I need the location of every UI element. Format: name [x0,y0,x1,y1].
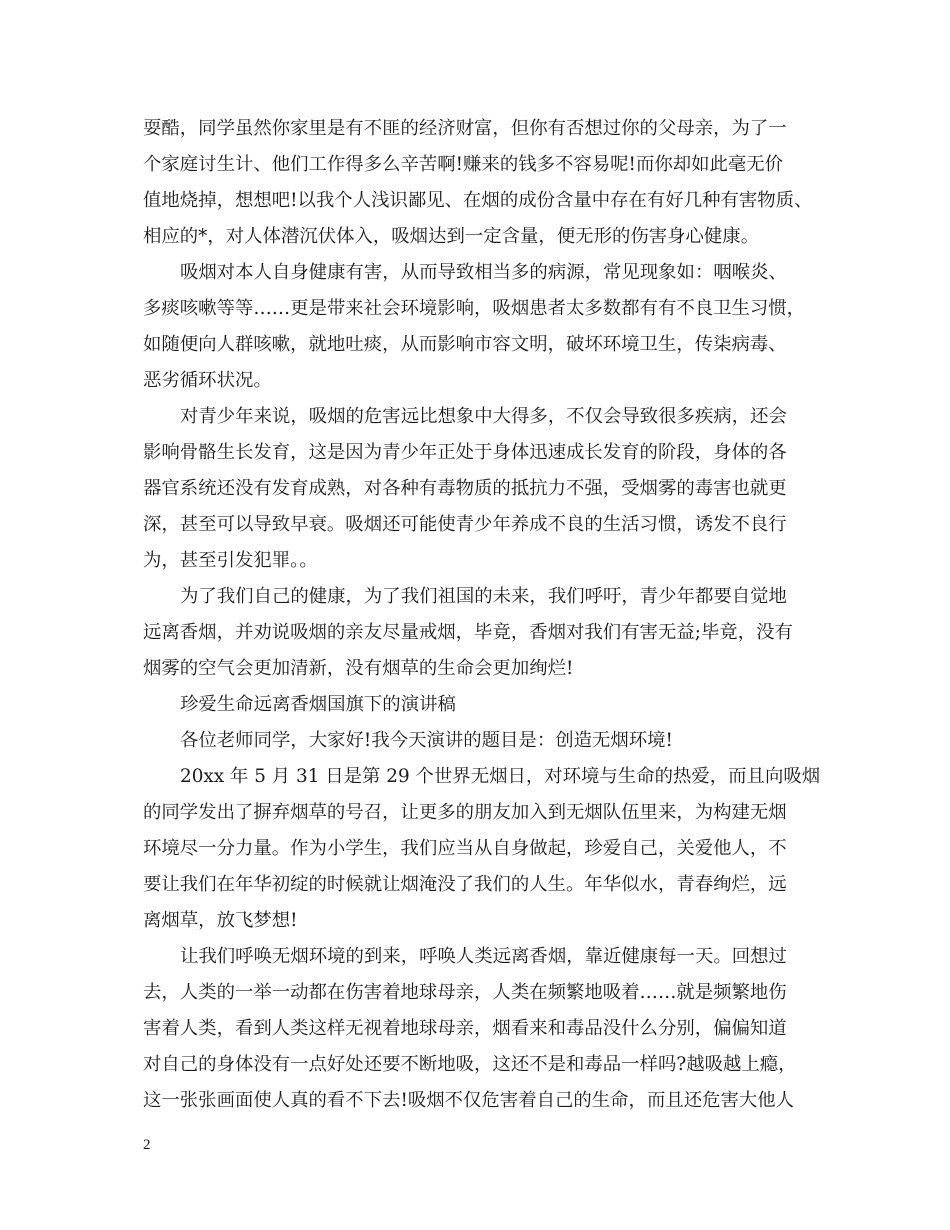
text-line: 器官系统还没有发育成熟，对各种有毒物质的抵抗力不强，受烟雾的毒害也就更 [143,478,787,499]
text-line: 环境尽一分力量。作为小学生，我们应当从自身做起，珍爱自己，关爱他人，不 [143,838,787,859]
text-line: 深，甚至可以导致早衰。吸烟还可能使青少年养成不良的生活习惯，诱发不良行 [143,514,787,535]
text-line: 为了我们自己的健康，为了我们祖国的未来，我们呼吁，青少年都要自觉地 [180,586,787,607]
text-line: 远离香烟，并劝说吸烟的亲友尽量戒烟，毕竟，香烟对我们有害无益;毕竟，没有 [143,622,793,643]
text-line: 20xx 年 5 月 31 日是第 29 个世界无烟日，对环境与生命的热爱，而且向吸烟 [180,766,821,787]
text-line: 如随便向人群咳嗽，就地吐痰，从而影响市容文明，破坏环境卫生，传柒病毒、 [143,334,787,355]
text-line: 影响骨骼生长发育，这是因为青少年正处于身体迅速成长发育的阶段，身体的各 [143,442,787,463]
text-line: 对青少年来说，吸烟的危害远比想象中大得多，不仅会导致很多疾病，还会 [180,406,787,427]
text-line: 为，甚至引发犯罪。。 [143,550,318,571]
text-line: 耍酷，同学虽然你家里是有不匪的经济财富，但你有否想过你的父母亲，为了一 [143,118,787,139]
text-line: 要让我们在年华初绽的时候就让烟淹没了我们的人生。年华似水，青春绚烂，远 [143,874,787,895]
text-line: 害着人类，看到人类这样无视着地球母亲，烟看来和毒品没什么分别，偏偏知道 [143,1018,787,1039]
text-line: 去，人类的一举一动都在伤害着地球母亲，人类在频繁地吸着……就是频繁地伤 [143,982,787,1003]
text-line: 烟雾的空气会更加清新，没有烟草的生命会更加绚烂! [143,658,574,679]
text-line: 值地烧掉，想想吧!以我个人浅识鄙见、在烟的成份含量中存在有好几种有害物质、 [143,190,813,211]
text-line: 珍爱生命远离香烟国旗下的演讲稿 [180,694,456,715]
text-line: 相应的*，对人体潜沉伏体入，吸烟达到一定含量，便无形的伤害身心健康。 [143,226,760,247]
text-line: 多痰咳嗽等等……更是带来社会环境影响，吸烟患者太多数都有有不良卫生习惯， [143,298,806,319]
text-line: 恶劣循环状况。 [143,370,272,391]
page-number: 2 [143,1137,151,1153]
text-line: 让我们呼唤无烟环境的到来，呼唤人类远离香烟，靠近健康每一天。回想过 [180,946,787,967]
text-line: 对自己的身体没有一点好处还要不断地吸，这还不是和毒品一样吗?越吸越上瘾， [143,1054,797,1075]
text-line: 这一张张画面使人真的看不下去!吸烟不仅危害着自己的生命，而且还危害大他人 [143,1090,795,1111]
text-line: 个家庭讨生计、他们工作得多么辛苦啊!赚来的钱多不容易呢!而你却如此毫无价 [143,154,784,175]
text-line: 吸烟对本人自身健康有害，从而导致相当多的病源，常见现象如：咽喉炎、 [180,262,787,283]
text-line: 各位老师同学，大家好!我今天演讲的题目是：创造无烟环境! [180,730,673,751]
text-line: 离烟草，放飞梦想! [143,910,298,931]
text-line: 的同学发出了摒弃烟草的号召，让更多的朋友加入到无烟队伍里来，为构建无烟 [143,802,787,823]
